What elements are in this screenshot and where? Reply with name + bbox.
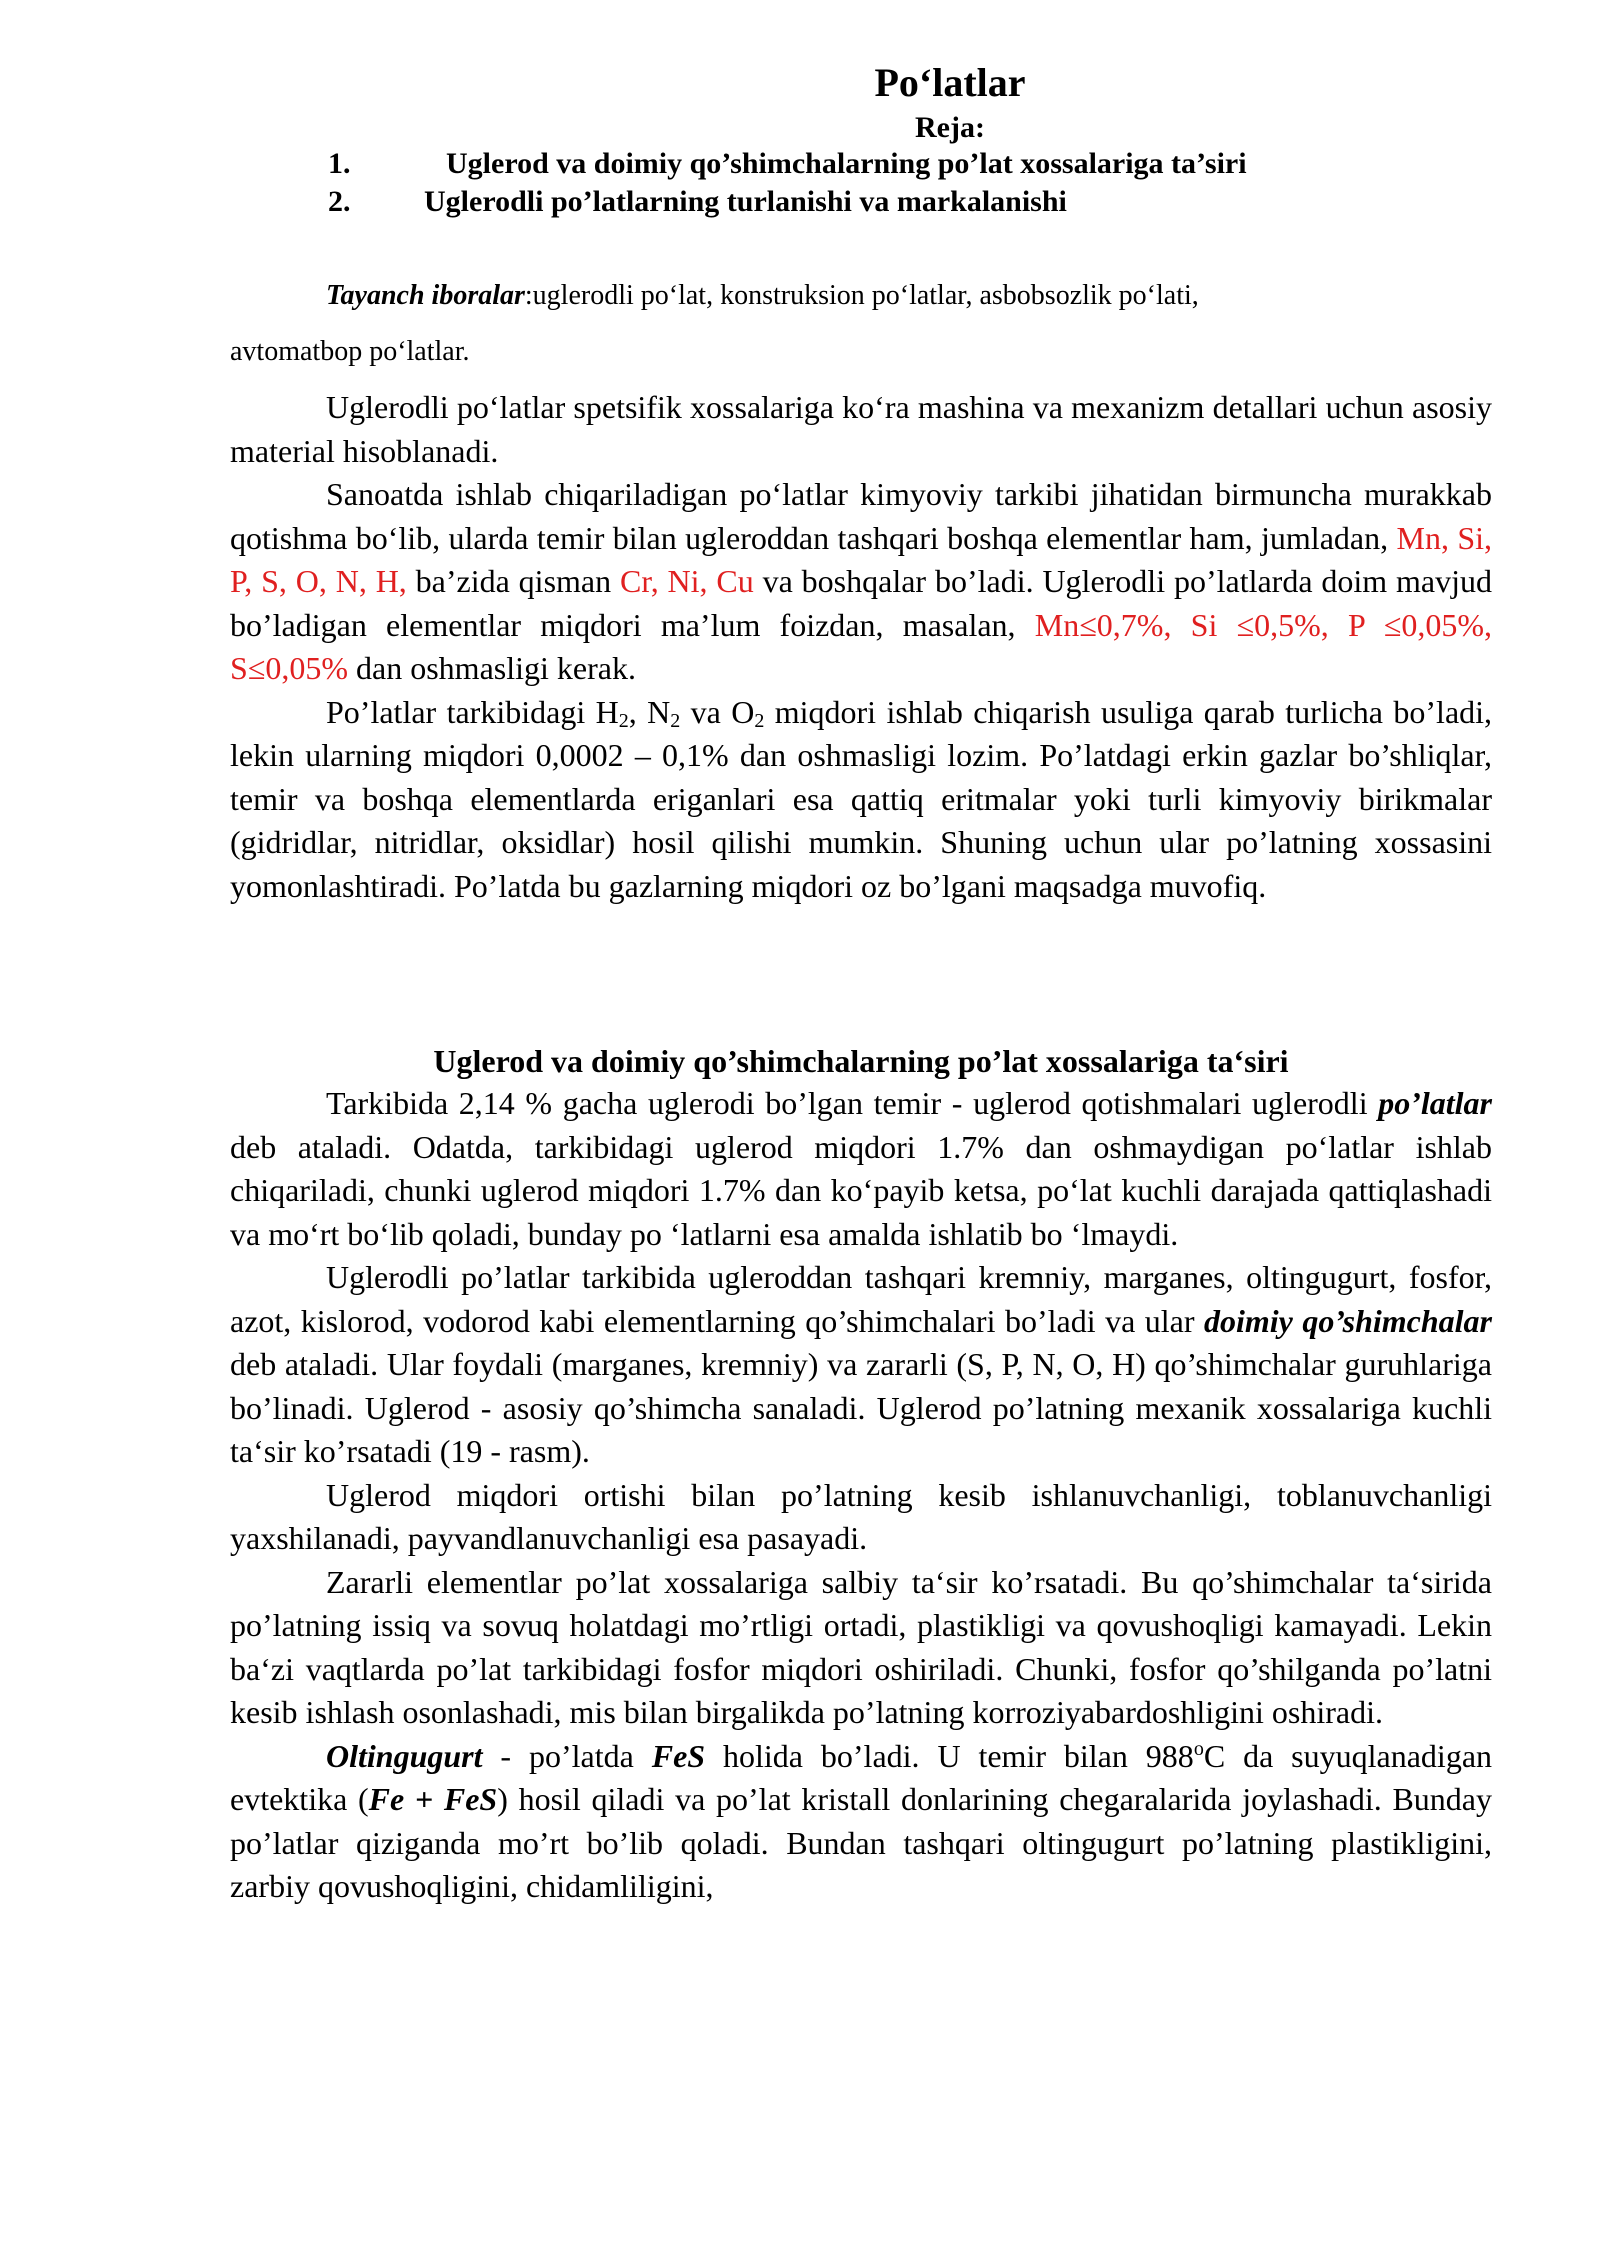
paragraph-intro: Uglerodli po‘latlar spetsifik xossalariga ko‘ra mashina va mexanizm detallari uchun asosiy material hisoblanadi.	[230, 389, 1492, 469]
paragraph-composition: Sanoatda ishlab chiqariladigan po‘latlar kimyoviy tarkibi jihatidan birmuncha murakkab qotishma bo‘lib, ularda temir bilan ugleroddan tashqari boshqa elementlar ham, jumladan, Mn, Si, P, S, O, N, H, ba’zida qisman Cr, Ni, Cu va boshqalar bo’ladi. Uglerodli po’latlarda doim mavjud bo’ladigan elementlar miqdori ma’lum foizdan, masalan, Mn≤0,7%, Si ≤0,5%, P ≤0,05%, S≤0,05% dan oshmasligi kerak.	[230, 476, 1493, 686]
plan-item-text: Uglerod va doimiy qo’shimchalarning po’lat xossalariga ta’siri	[446, 147, 1247, 180]
keywords-text: :uglerodli po‘lat, konstruksion po‘latlar, asbobsozlik po‘lati,	[524, 280, 1199, 311]
paragraph-additives: Uglerodli po’latlar tarkibida ugleroddan tashqari kremniy, marganes, oltingugurt, fosfor, azot, kislorod, vodorod kabi elementlarning qo’shimchalari bo’ladi va ular doimiy qo’shimchalar deb ataladi. Ular foydali (marganes, kremniy) va zararli (S, P, N, O, H) qo’shimchalar guruhlariga bo’linadi. Uglerod - asosiy qo’shimcha sanaladi. Uglerod po’latning mexanik xossalariga kuchli ta‘sir ko’rsatadi (19 - rasm).	[230, 1259, 1492, 1469]
plan-label: Reja:	[915, 111, 985, 144]
keywords-block	[230, 268, 1490, 380]
intro-section	[230, 386, 1492, 908]
element-limits-red: Mn≤0,7%, Si ≤0,5%, P ≤0,05%, S≤0,05%	[230, 606, 1493, 686]
paragraph-gases: Po’latlar tarkibidagi $H_2$, $N_2$ va $O_2$ miqdori ishlab chiqarish usuliga qarab turlicha bo’ladi, lekin ularning miqdori 0,0002 – 0,1% dan oshmasligi lozim. Po’latdagi erkin gazlar bo’shliqlar, temir va boshqa elementlarda eriganlari esa qattiq eritmalar yoki turli kimyoviy birikmalar (gidridlar, nitridlar, oksidlar) hosil qilishi mumkin. Shuning uchun ular po’latning xossasini yomonlashtiradi. Po’latda bu gazlarning miqdori oz bo’lgani maqsadga muvofiq.	[230, 693, 1493, 904]
page-title: Po‘latlar	[874, 60, 1026, 105]
paragraph-carbon-effect: Uglerod miqdori ortishi bilan po’latning kesib ishlanuvchanligi, toblanuvchanligi yaxshilanadi, payvandlanuvchanligi esa pasayadi.	[230, 1476, 1492, 1556]
paragraph-definition: Tarkibida 2,14 % gacha uglerodi bo’lgan temir - uglerod qotishmalari uglerodli po’latlar deb ataladi. Odatda, tarkibidagi uglerod miqdori 1.7% dan oshmaydigan po‘latlar ishlab chiqariladi, chunki uglerod miqdori 1.7% dan ko‘payib ketsa, po‘lat kuchli darajada qattiqlashadi va mo‘rt bo‘lib qoladi, bunday po ‘latlarni esa amalda ishlatib bo ‘lmaydi.	[230, 1085, 1492, 1252]
keywords-text-continued: avtomatbop po‘latlar.	[230, 336, 470, 367]
element-list-red: Mn, Si, P, S, O, N, H,	[230, 519, 1493, 599]
keywords-label: Tayanch iboralar	[326, 280, 525, 311]
element-list-red-2: Cr, Ni, Cu	[619, 563, 754, 599]
section-body	[230, 1082, 1492, 1909]
paragraph-sulfur: Oltingugurt - po’latda FeS holida bo’ladi. U temir bilan 988$^o$C da suyuqlanadigan evtektika (Fe + FeS) hosil qiladi va po’lat kristall donlarining chegaralarida joylashadi. Bunday po’latlar qiziganda mo’rt bo’lib qoladi. Bundan tashqari oltingugurt po’latning plastikligini, zarbiy qovushoqligini, chidamliligini,	[230, 1737, 1493, 1904]
plan-item-text: Uglerodli po’latlarning turlanishi va markalanishi	[424, 185, 1067, 218]
paragraph-harmful-elements: Zararli elementlar po’lat xossalariga salbiy ta‘sir ko’rsatadi. Bu qo’shimchalar ta‘sirida po’latning issiq va sovuq holatdagi mo’rtligi ortadi, plastikligi va qovushoqligi kamayadi. Lekin ba‘zi vaqtlarda po’lat tarkibidagi fosfor miqdori oshiriladi. Chunki, fosfor qo’shilganda po’latni kesib ishlash osonlashadi, mis bilan birgalikda po’latning korroziyabardoshligini oshiradi.	[230, 1563, 1492, 1730]
plan-item-number: 1.	[328, 147, 351, 180]
section-heading: Uglerod va doimiy qo’shimchalarning po’lat xossalariga ta‘siri	[433, 1043, 1289, 1079]
plan-item-number: 2.	[328, 185, 351, 218]
